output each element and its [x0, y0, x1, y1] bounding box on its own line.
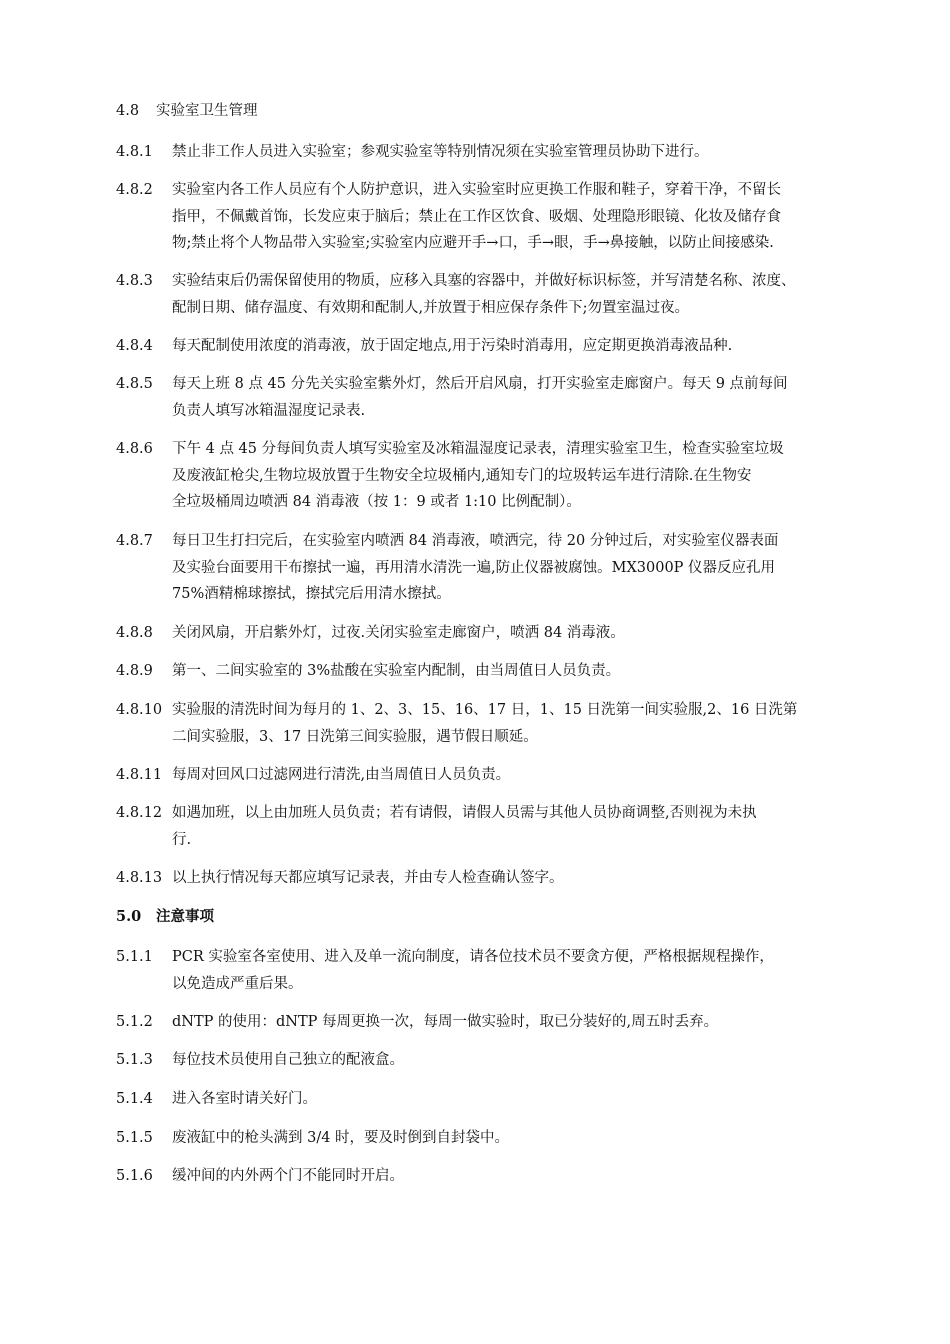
section-heading-5-0	[116, 904, 890, 931]
paragraph-5-1-5	[116, 1125, 890, 1152]
clause-text: 关闭风扇，开启紫外灯，过夜.关闭实验室走廊窗户，喷洒 84 消毒液。	[172, 625, 625, 641]
clause-number: 5.1.3	[116, 1052, 153, 1068]
paragraph-4-8-12	[116, 800, 890, 853]
clause-number: 5.1.2	[116, 1014, 153, 1030]
clause-number: 4.8.1	[116, 144, 153, 160]
paragraph-4-8-7	[116, 528, 890, 608]
clause-text: 每周对回风口过滤网进行清洗,由当周值日人员负责。	[172, 767, 511, 783]
clause-number: 4.8.8	[116, 625, 153, 641]
clause-text: 每天配制使用浓度的消毒液，放于固定地点,用于污染时消毒用，应定期更换消毒液品种.	[172, 338, 733, 354]
clause-text: dNTP 的使用：dNTP 每周更换一次，每周一做实验时，取已分装好的,周五时丢弃。	[172, 1014, 719, 1030]
clause-text: 每位技术员使用自己独立的配液盒。	[172, 1052, 404, 1068]
section-number: 5.0	[116, 908, 142, 925]
clause-number: 5.1.6	[116, 1168, 153, 1184]
clause-number: 4.8.5	[116, 376, 153, 392]
paragraph-5-1-4	[116, 1086, 890, 1113]
clause-text: 以上执行情况每天都应填写记录表，并由专人检查确认签字。	[172, 870, 564, 886]
paragraph-4-8-13	[116, 865, 890, 892]
clause-text: 实验结束后仍需保留使用的物质，应移入具塞的容器中，并做好标识标签，并写清楚名称、浓度、 配制日期、储存温度、有效期和配制人,并放置于相应保存条件下;勿置室温过夜。	[172, 273, 796, 316]
paragraph-4-8-4	[116, 333, 890, 360]
clause-number: 4.8.9	[116, 663, 153, 679]
clause-text: 下午 4 点 45 分每间负责人填写实验室及冰箱温湿度记录表，清理实验室卫生，检查实验室垃圾 及废液缸枪尖,生物垃圾放置于生物安全垃圾桶内,通知专门的垃圾转运车进行清除.在生物安 全垃圾桶周边喷洒 84 消毒液（按 1：9 或者 1:10 比例配制）。	[172, 441, 784, 510]
clause-number: 4.8.10	[116, 702, 163, 718]
clause-number: 4.8.2	[116, 182, 153, 198]
clause-number: 4.8.4	[116, 338, 153, 354]
clause-number: 4.8.3	[116, 273, 153, 289]
section-heading-4-8	[116, 98, 890, 125]
clause-number: 5.1.4	[116, 1091, 153, 1107]
clause-number: 4.8.6	[116, 441, 153, 457]
clause-text: 进入各室时请关好门。	[172, 1091, 317, 1107]
paragraph-5-1-2	[116, 1009, 890, 1036]
section-number: 4.8	[116, 103, 140, 119]
clause-text: 每天上班 8 点 45 分先关实验室紫外灯，然后开启风扇，打开实验室走廊窗户。每天 9 点前每间 负责人填写冰箱温湿度记录表.	[172, 376, 788, 419]
clause-text: 第一、二间实验室的 3%盐酸在实验室内配制，由当周值日人员负责。	[172, 663, 621, 679]
clause-text: 实验室内各工作人员应有个人防护意识，进入实验室时应更换工作服和鞋子，穿着干净，不留长 指甲，不佩戴首饰，长发应束于脑后；禁止在工作区饮食、吸烟、处理隐形眼镜、化妆及储存食 物;禁止将个人物品带入实验室;实验室内应避开手→口，手→眼，手→鼻接触，以防止间接感染.	[172, 182, 781, 251]
clause-text: 实验服的清洗时间为每月的 1、2、3、15、16、17 日，1、15 日洗第一间实验服,2、16 日洗第 二间实验服，3、17 日洗第三间实验服，遇节假日顺延。	[172, 702, 798, 745]
paragraph-4-8-9	[116, 658, 890, 685]
clause-text: 如遇加班，以上由加班人员负责；若有请假，请假人员需与其他人员协商调整,否则视为未执 行.	[172, 805, 757, 848]
clause-number: 4.8.7	[116, 533, 153, 549]
paragraph-4-8-5	[116, 371, 890, 424]
paragraph-4-8-2	[116, 177, 890, 257]
paragraph-4-8-11	[116, 762, 890, 789]
paragraph-4-8-10	[116, 697, 890, 750]
clause-number: 4.8.12	[116, 805, 163, 821]
clause-text: 缓冲间的内外两个门不能同时开启。	[172, 1168, 404, 1184]
clause-text: 禁止非工作人员进入实验室；参观实验室等特别情况须在实验室管理员协助下进行。	[172, 144, 709, 160]
paragraph-4-8-3	[116, 268, 890, 321]
clause-text: 废液缸中的枪头满到 3/4 时，要及时倒到自封袋中。	[172, 1130, 510, 1146]
paragraph-4-8-8	[116, 620, 890, 647]
paragraph-4-8-1	[116, 139, 890, 166]
clause-number: 5.1.1	[116, 949, 153, 965]
clause-text: 每日卫生打扫完后，在实验室内喷洒 84 消毒液，喷洒完，待 20 分钟过后，对实验室仪器表面 及实验台面要用干布擦拭一遍，再用清水清洗一遍,防止仪器被腐蚀。MX3000P 仪器反应孔用 75%酒精棉球擦拭，擦拭完后用清水擦拭。	[172, 533, 779, 602]
section-title: 注意事项	[156, 908, 214, 925]
section-title: 实验室卫生管理	[156, 103, 258, 119]
paragraph-5-1-6	[116, 1163, 890, 1190]
paragraph-4-8-6	[116, 436, 890, 516]
paragraph-5-1-3	[116, 1047, 890, 1074]
paragraph-5-1-1	[116, 944, 890, 997]
clause-number: 5.1.5	[116, 1130, 153, 1146]
clause-number: 4.8.11	[116, 767, 163, 783]
clause-number: 4.8.13	[116, 870, 163, 886]
clause-text: PCR 实验室各室使用、进入及单一流向制度，请各位技术员不要贪方便，严格根据规程操作， 以免造成严重后果。	[172, 949, 774, 992]
